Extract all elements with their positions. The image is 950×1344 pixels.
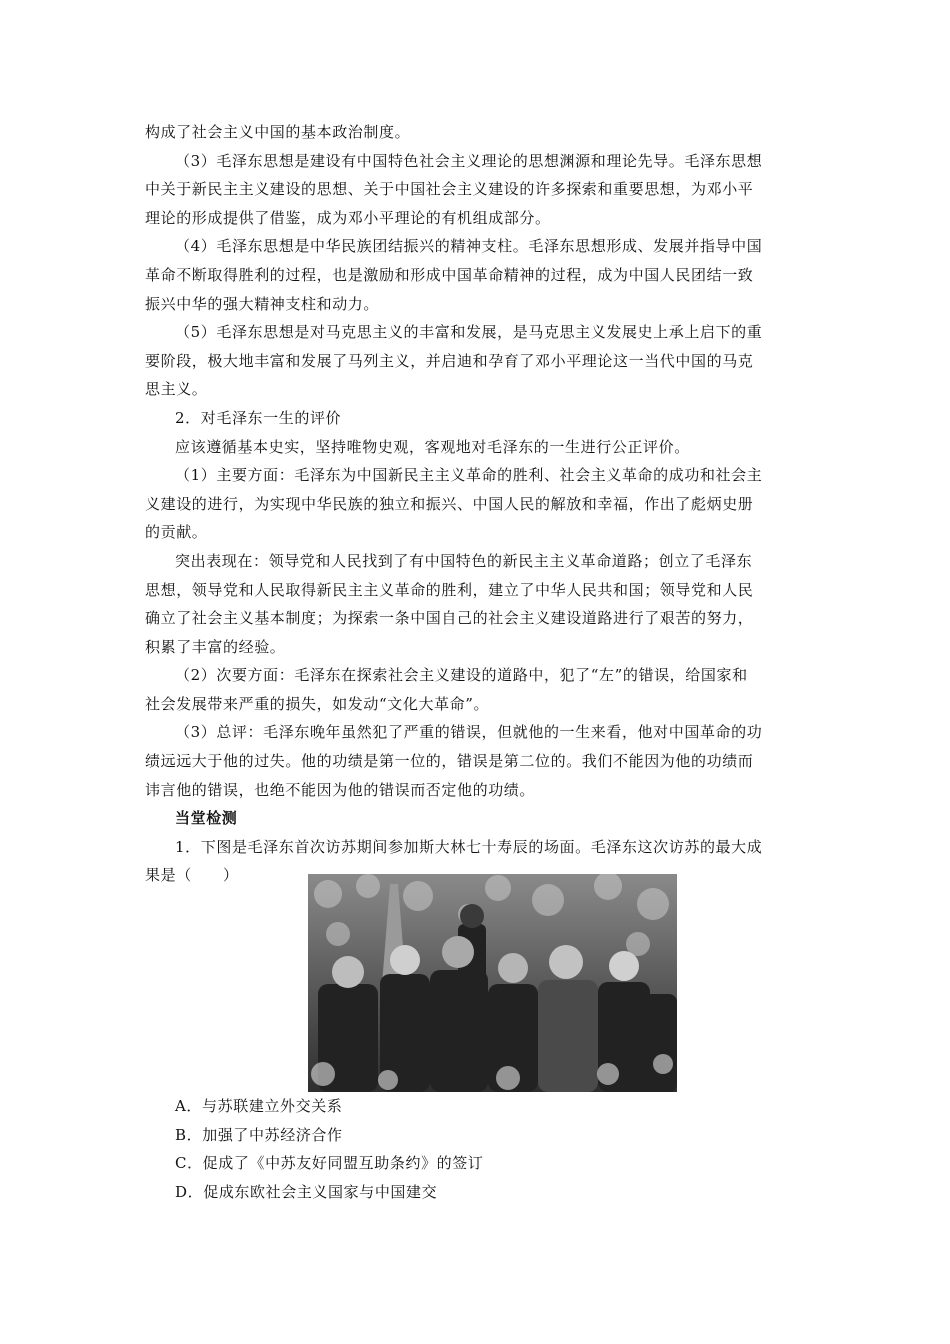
option-c[interactable]: C．促成了《中苏友好同盟互助条约》的签订 — [175, 1154, 484, 1173]
text-line: 应该遵循基本史实，坚持唯物史观，客观地对毛泽东的一生进行公正评价。 — [175, 437, 690, 456]
photo-illustration — [308, 874, 677, 1092]
subheading: 2．对毛泽东一生的评价 — [175, 408, 342, 427]
text-line: （1）主要方面：毛泽东为中国新民主主义革命的胜利、社会主义革命的成功和社会主 — [175, 466, 763, 485]
question-stem: 果是（ ） — [145, 866, 239, 885]
text-line: 构成了社会主义中国的基本政治制度。 — [145, 123, 411, 141]
document-body — [145, 118, 809, 890]
answer-options — [175, 1092, 483, 1206]
option-d[interactable]: D．促成东欧社会主义国家与中国建交 — [175, 1182, 438, 1201]
text-line: 要阶段，极大地丰富和发展了马列主义，并启迪和孕育了邓小平理论这一当代中国的马克 — [145, 351, 754, 370]
text-line: 的贡献。 — [145, 523, 208, 542]
text-line: （4）毛泽东思想是中华民族团结振兴的精神支柱。毛泽东思想形成、发展并指导中国 — [175, 237, 763, 256]
text-line: 确立了社会主义基本制度；为探索一条中国自己的社会主义建设道路进行了艰苦的努力， — [145, 609, 754, 628]
text-line: 讳言他的错误，也绝不能因为他的错误而否定他的功绩。 — [145, 780, 536, 799]
text-line: 绩远远大于他的过失。他的功绩是第一位的，错误是第二位的。我们不能因为他的功绩而 — [145, 752, 754, 771]
option-b[interactable]: B．加强了中苏经济合作 — [175, 1125, 343, 1144]
text-line: 革命不断取得胜利的过程，也是激励和形成中国革命精神的过程，成为中国人民团结一致 — [145, 265, 754, 284]
text-line: 理论的形成提供了借鉴，成为邓小平理论的有机组成部分。 — [145, 208, 551, 227]
text-line: （3）总评：毛泽东晚年虽然犯了严重的错误，但就他的一生来看，他对中国革命的功 — [175, 723, 763, 742]
text-line: 积累了丰富的经验。 — [145, 637, 286, 656]
text-line: 突出表现在：领导党和人民找到了有中国特色的新民主主义革命道路；创立了毛泽东 — [175, 551, 753, 570]
text-line: 思主义。 — [145, 380, 208, 399]
text-line: 中关于新民主主义建设的思想、关于中国社会主义建设的许多探索和重要思想，为邓小平 — [145, 180, 754, 199]
historical-photo — [308, 874, 677, 1092]
text-line: 社会发展带来严重的损失，如发动“文化大革命”。 — [145, 694, 490, 713]
option-a[interactable]: A．与苏联建立外交关系 — [175, 1097, 343, 1115]
text-line: （3）毛泽东思想是建设有中国特色社会主义理论的思想渊源和理论先导。毛泽东思想 — [175, 151, 763, 170]
text-line: 思想，领导党和人民取得新民主主义革命的胜利，建立了中华人民共和国；领导党和人民 — [145, 580, 754, 599]
text-line: 振兴中华的强大精神支柱和动力。 — [145, 294, 380, 313]
question-stem: 1．下图是毛泽东首次访苏期间参加斯大林七十寿辰的场面。毛泽东这次访苏的最大成 — [175, 837, 763, 856]
text-line: （5）毛泽东思想是对马克思主义的丰富和发展，是马克思主义发展史上承上启下的重 — [175, 323, 763, 342]
section-heading: 当堂检测 — [175, 809, 238, 828]
text-line: （2）次要方面：毛泽东在探索社会主义建设的道路中，犯了“左”的错误，给国家和 — [175, 666, 748, 685]
text-line: 义建设的进行，为实现中华民族的独立和振兴、中国人民的解放和幸福，作出了彪炳史册 — [145, 494, 754, 513]
